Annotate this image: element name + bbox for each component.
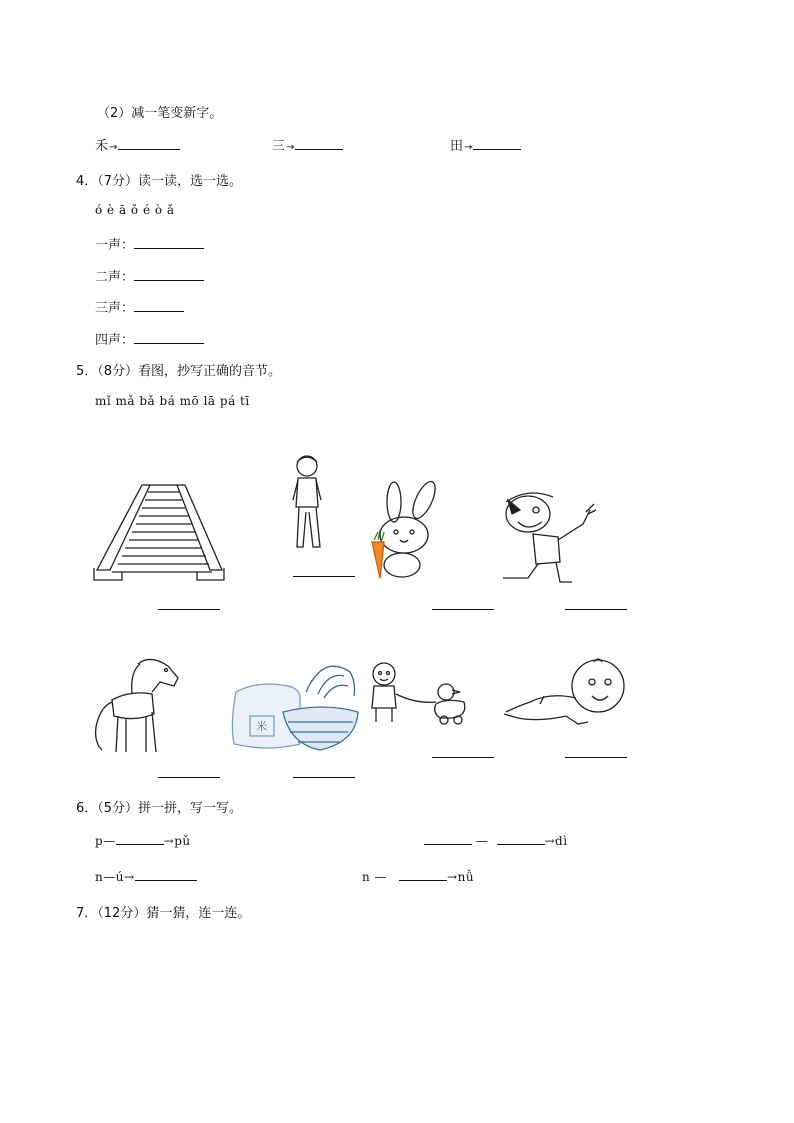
answer-blank[interactable] — [293, 576, 355, 577]
subtract-item-1 — [95, 135, 180, 154]
spell-dash: — — [476, 834, 489, 848]
tone-list: ó è ā ǒ é ò ǎ — [95, 203, 175, 217]
answer-blank[interactable] — [432, 609, 494, 610]
spell-row2-left — [95, 868, 197, 884]
q7-title: 7．（12分）猜一猜，连一连。 — [76, 906, 251, 921]
answer-blank[interactable] — [134, 299, 184, 312]
boy-icon — [285, 452, 330, 552]
q6-title: 6．（5分）拼一拼，写一写。 — [76, 801, 243, 816]
answer-blank[interactable] — [118, 137, 180, 150]
subtract-item-2 — [272, 135, 343, 154]
rice-sack-icon — [228, 652, 363, 752]
answer-blank[interactable] — [158, 777, 220, 778]
tone-row-2 — [95, 266, 204, 285]
tone-row-1 — [95, 234, 204, 253]
rabbit-carrot-icon — [362, 480, 452, 580]
q5-title: 5．（8分）看图，抄写正确的音节。 — [76, 364, 282, 379]
part2-title: （2）减一笔变新字。 — [97, 106, 223, 121]
rice-label: 米 — [256, 720, 267, 733]
q4-title: 4．（7分）读一读，选一选。 — [76, 174, 243, 189]
answer-blank[interactable] — [293, 777, 355, 778]
tone-label: 三声： — [95, 301, 135, 316]
answer-blank[interactable] — [565, 757, 627, 758]
tone-row-4 — [95, 329, 204, 348]
answer-blank[interactable] — [432, 757, 494, 758]
syllable-list: mǐ mǎ bǎ bá mō lā pá tī — [95, 394, 250, 408]
spell-row1-left — [95, 832, 191, 848]
pirate-man-icon — [498, 482, 598, 587]
spell-row2-right — [362, 868, 474, 884]
spell-parts: n—ú→ — [95, 870, 135, 884]
answer-blank[interactable] — [134, 331, 204, 344]
tone-label: 一声： — [95, 238, 135, 253]
spell-result: →dì — [544, 834, 568, 848]
arrow-icon: → — [109, 142, 118, 153]
crawling-baby-icon — [500, 652, 630, 732]
char: 田 — [450, 139, 464, 154]
horse-icon — [90, 652, 185, 754]
spell-result: →nǚ — [447, 870, 475, 884]
answer-blank[interactable] — [135, 868, 197, 881]
spell-result: →pǔ — [163, 834, 191, 848]
spell-row1-right — [424, 832, 568, 848]
child-pulling-duck-icon — [366, 660, 481, 726]
answer-blank[interactable] — [295, 137, 343, 150]
escalator-icon — [92, 480, 227, 585]
subtract-item-3 — [450, 135, 521, 154]
answer-blank[interactable] — [134, 268, 204, 281]
answer-blank[interactable] — [565, 609, 627, 610]
answer-blank[interactable] — [116, 832, 164, 845]
tone-label: 四声： — [95, 333, 135, 348]
arrow-icon: → — [286, 142, 295, 153]
tone-row-3 — [95, 297, 184, 316]
tone-label: 二声： — [95, 270, 135, 285]
answer-blank[interactable] — [158, 609, 220, 610]
answer-blank[interactable] — [424, 832, 472, 845]
arrow-icon: → — [464, 142, 473, 153]
answer-blank[interactable] — [473, 137, 521, 150]
char: 禾 — [95, 139, 109, 154]
spell-initial: p— — [95, 834, 116, 848]
answer-blank[interactable] — [497, 832, 545, 845]
answer-blank[interactable] — [399, 868, 447, 881]
char: 三 — [272, 139, 286, 154]
spell-initial: n — — [362, 870, 388, 884]
answer-blank[interactable] — [134, 236, 204, 249]
